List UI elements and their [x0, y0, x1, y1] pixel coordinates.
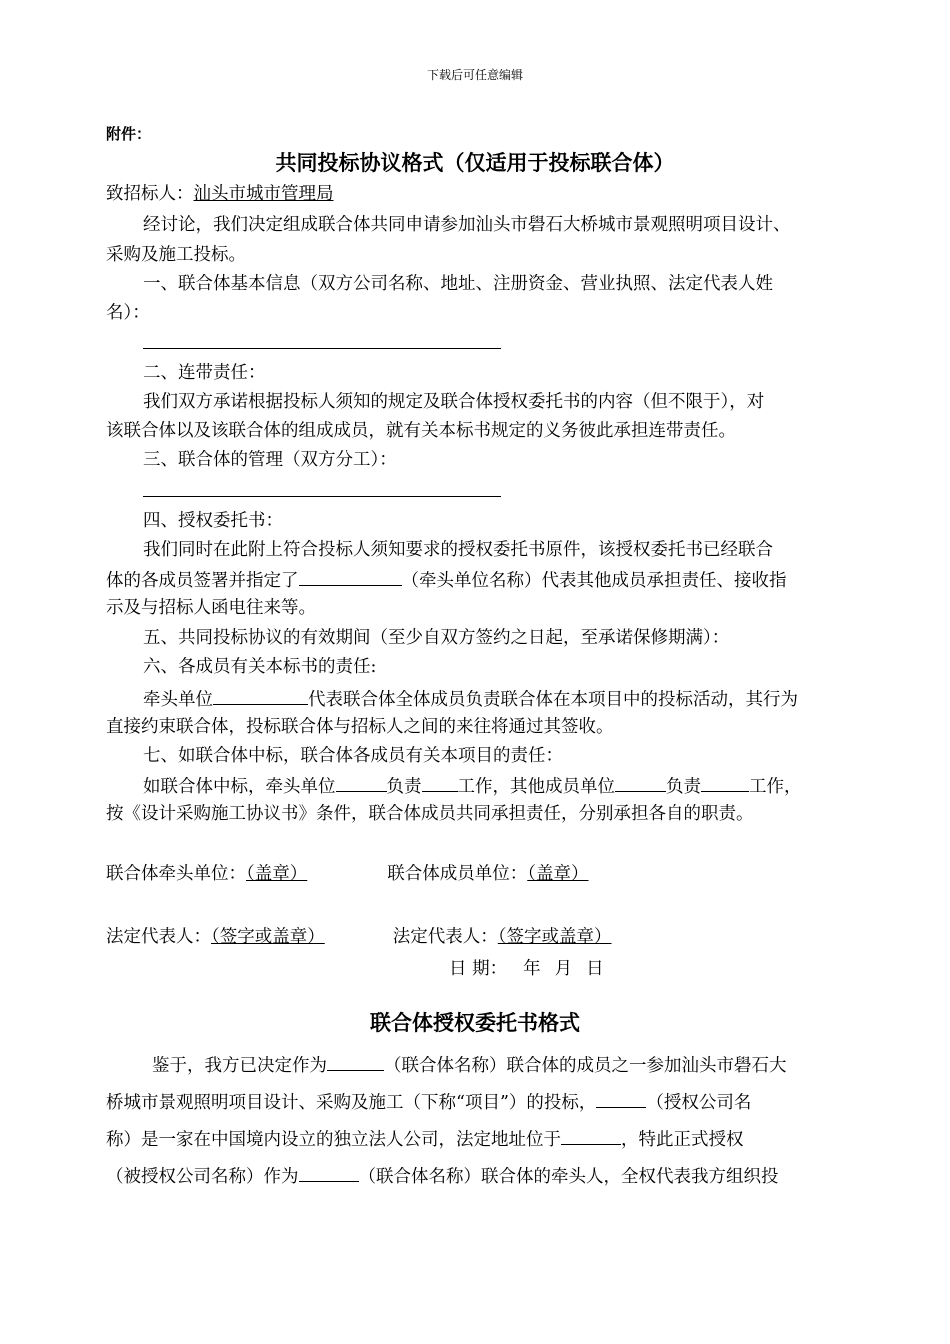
section4-title: 四、授权委托书： [143, 511, 283, 531]
lead-unit-blank [299, 569, 402, 586]
section1-fill-line [143, 348, 501, 349]
section3-title: 三、联合体的管理（双方分工）： [143, 450, 397, 470]
intro-line-1: 经讨论，我们决定组成联合体共同申请参加汕头市礐石大桥城市景观照明项目设计、 [143, 215, 791, 235]
doc1-title: 共同投标协议格式（仅适用于投标联合体） [275, 150, 675, 175]
page-header: 下载后可任意编辑 [426, 68, 523, 82]
signature-row: 联合体牵头单位：（盖章） 联合体成员单位：（盖章） [106, 864, 647, 885]
section2-line-1: 我们双方承诺根据投标人须知的规定及联合体授权委托书的内容（但不限于），对 [143, 392, 765, 412]
lead-seal: （盖章） [246, 864, 308, 884]
rep1-sign: （签字或盖章） [211, 927, 325, 947]
section7-line-1: 如联合体中标，牵头单位 负责 工作，其他成员单位 负责 工作， [143, 777, 802, 797]
attachment-label: 附件： [106, 125, 152, 143]
lead-unit-blank-2 [213, 688, 308, 705]
member-seal: （盖章） [527, 864, 589, 884]
section4-line-3: 示及与招标人函电往来等。 [106, 598, 316, 618]
section6-title: 六、各成员有关本标书的责任: [143, 657, 377, 677]
blank [561, 1128, 621, 1145]
rep2-sign: （签字或盖章） [497, 927, 612, 947]
date-row: 日 期： 年 月 日 [449, 959, 604, 979]
section5-title: 五、共同投标协议的有效期间（至少自双方签约之日起，至承诺保修期满）： [143, 628, 730, 648]
section7-line-2: 按《设计采购施工协议书》条件，联合体成员共同承担责任，分别承担各自的职责。 [106, 804, 754, 824]
section6-line-1: 牵头单位 代表联合体全体成员负责联合体在本项目中的投标活动，其行为 [143, 690, 798, 710]
doc2-line-3: 称）是一家在中国境内设立的独立法人公司，法定地址位于 ，特此正式授权 [106, 1130, 744, 1150]
section2-title: 二、连带责任： [143, 363, 266, 383]
blank [422, 775, 458, 792]
doc2-line-4: （被授权公司名称）作为 （联合体名称）联合体的牵头人，全权代表我方组织投 [106, 1167, 779, 1187]
intro-line-2: 采购及施工投标。 [106, 245, 246, 265]
section4-line-1: 我们同时在此附上符合投标人须知要求的授权委托书原件，该授权委托书已经联合 [143, 540, 773, 560]
doc2-line-1: 鉴于，我方已决定作为 （联合体名称）联合体的成员之一参加汕头市礐石大 [152, 1056, 787, 1076]
section1-line-1: 一、联合体基本信息（双方公司名称、地址、注册资金、营业执照、法定代表人姓 [143, 274, 773, 294]
section4-line-2: 体的各成员签署并指定了 （牵头单位名称）代表其他成员承担责任、接收指 [106, 571, 787, 591]
recipient-line [106, 184, 334, 205]
recipient-value: 汕头市城市管理局 [193, 184, 334, 204]
blank [299, 1165, 359, 1182]
blank [336, 775, 387, 792]
blank [701, 775, 749, 792]
doc2-line-2: 桥城市景观照明项目设计、采购及施工（下称“项目”）的投标， （授权公司名 [106, 1093, 752, 1113]
section6-line-2: 直接约束联合体，投标联合体与招标人之间的来往将通过其签收。 [106, 717, 614, 737]
representative-row: 法定代表人：（签字或盖章） 法定代表人：（签字或盖章） [106, 927, 660, 948]
section2-line-2: 该联合体以及该联合体的组成成员，就有关本标书规定的义务彼此承担连带责任。 [106, 421, 736, 441]
section1-line-2: 名）： [106, 303, 150, 323]
blank [327, 1054, 384, 1071]
recipient-label: 致招标人： [106, 184, 194, 204]
section7-title: 七、如联合体中标，联合体各成员有关本项目的责任： [143, 746, 563, 766]
blank [596, 1091, 646, 1108]
section3-fill-line [143, 496, 501, 497]
blank [615, 775, 666, 792]
doc2-title: 联合体授权委托书格式 [370, 1010, 580, 1035]
